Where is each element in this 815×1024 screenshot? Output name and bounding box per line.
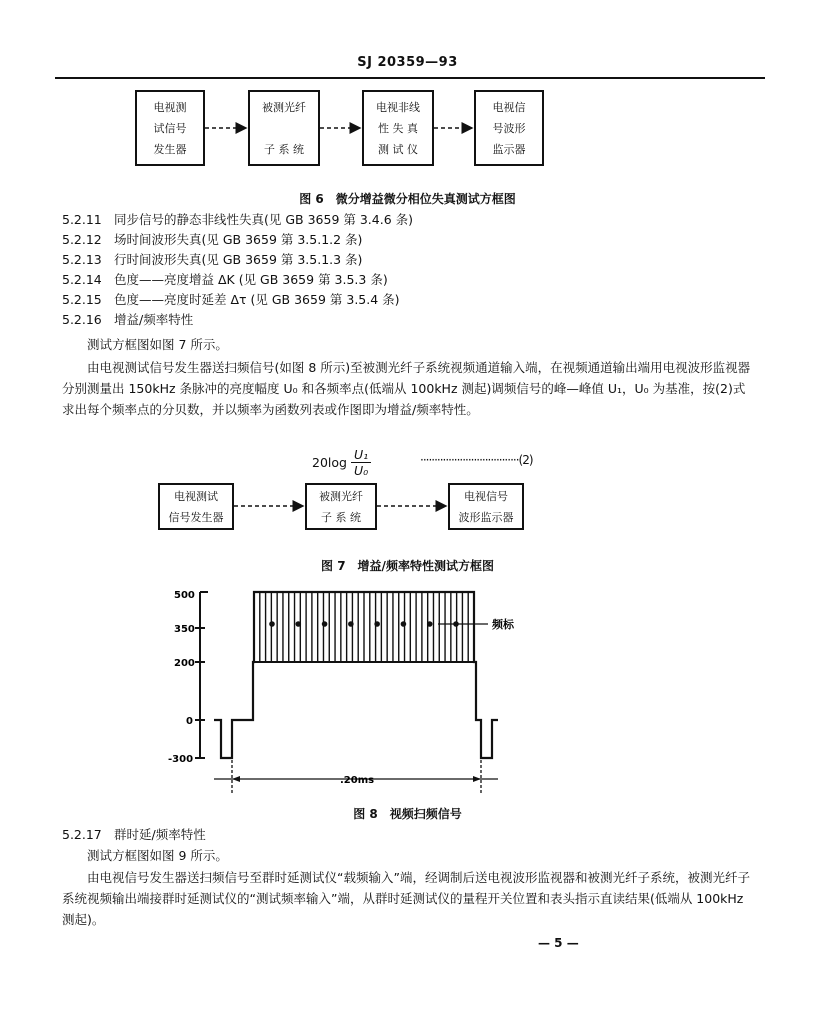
fig8-frequency-marker [295, 621, 301, 627]
formula-prefix: 20log [312, 454, 347, 470]
fig7-box-fiber-subsystem: 被测光纤 子 系 统 [305, 483, 377, 530]
figure-8-caption: 图 8 视频扫频信号 [353, 807, 462, 821]
clause-5217-heading: 5.2.17 群时延/频率特性 [62, 827, 206, 842]
figure-8-waveform [0, 580, 815, 800]
gain-frequency-paragraph: 由电视测试信号发生器送扫频信号(如图 8 所示)至被测光纤子系统视频通道输入端，在视频通道输出端用电视波形监视器分别测量出 150kHz 条脉冲的亮度幅度 U₀ 和各频率点(低端从 100kHz 测起)调频信号的峰—峰值 U₁，U₀ 为基准，按(2)式求出每个频率点的分贝数，并以频率为函数列表或作图即为增益/频率特性。 [62, 360, 751, 417]
page-number: — 5 — [538, 936, 579, 950]
fig8-tick-200: 200 [174, 658, 195, 669]
fig8-marker-label: 频标 [492, 618, 514, 631]
formula-number: ···································(2) [420, 453, 533, 467]
fig8-tick-0: 0 [186, 716, 193, 727]
fig8-frequency-marker [269, 621, 275, 627]
fig8-tick-minus300: -300 [168, 754, 194, 765]
fig6-box-fiber-subsystem: 被测光纤 子 系 统 [248, 90, 320, 166]
fig7-box-generator: 电视测试 信号发生器 [158, 483, 234, 530]
fig8-frequency-marker [374, 621, 380, 627]
fig6-arrows [0, 0, 815, 200]
clause-item: 5.2.14 色度——亮度增益 ΔK (见 GB 3659 第 3.5.3 条) [62, 272, 388, 287]
group-delay-paragraph: 由电视信号发生器送扫频信号至群时延测试仪“载频输入”端，经调制后送电视波形监视器和被测光纤子系统，被测光纤子系统视频输出端接群时延测试仪的“测试频率输入”端，从群时延测试仪的量程开关位置和表头指示直读结果(低端从 100kHz 测起)。 [62, 870, 750, 927]
fig8-sweep-bars [254, 592, 474, 662]
fig7-reference-line: 测试方框图如图 7 所示。 [87, 337, 228, 352]
clause-list [62, 210, 762, 330]
clause-item: 5.2.15 色度——亮度时延差 Δτ (见 GB 3659 第 3.5.4 条) [62, 292, 400, 307]
fig8-frequency-marker [427, 621, 433, 627]
fig7-box-monitor: 电视信号 波形监示器 [448, 483, 524, 530]
fig8-signal-outline [214, 592, 498, 758]
figure-6-caption: 图 6 微分增益微分相位失真测试方框图 [299, 192, 516, 206]
fig9-reference-line: 测试方框图如图 9 所示。 [87, 848, 228, 863]
figure-7-caption: 图 7 增益/频率特性测试方框图 [321, 559, 494, 573]
fig6-box-distortion-tester: 电视非线 性 失 真 测 试 仪 [362, 90, 434, 166]
clause-item: 5.2.12 场时间波形失真(见 GB 3659 第 3.5.1.2 条) [62, 232, 363, 247]
fig8-tick-350: 350 [174, 624, 195, 635]
fig8-frequency-marker [401, 621, 407, 627]
clause-item: 5.2.13 行时间波形失真(见 GB 3659 第 3.5.1.3 条) [62, 252, 363, 267]
document-header: SJ 20359—93 [357, 55, 458, 70]
clause-item: 5.2.16 增益/频率特性 [62, 312, 194, 327]
fig6-box-monitor: 电视信 号波形 监示器 [474, 90, 544, 166]
formula-denominator: U₀ [353, 462, 369, 478]
fig8-time-label: .20ms [340, 775, 375, 786]
clause-item: 5.2.11 同步信号的静态非线性失真(见 GB 3659 第 3.4.6 条) [62, 212, 413, 227]
fig8-frequency-marker [322, 621, 328, 627]
fig8-tick-500: 500 [174, 590, 195, 601]
fig8-frequency-marker [348, 621, 354, 627]
fig6-box-generator: 电视测 试信号 发生器 [135, 90, 205, 166]
formula-numerator: U₁ [351, 447, 371, 463]
fig7-arrows [0, 460, 815, 550]
